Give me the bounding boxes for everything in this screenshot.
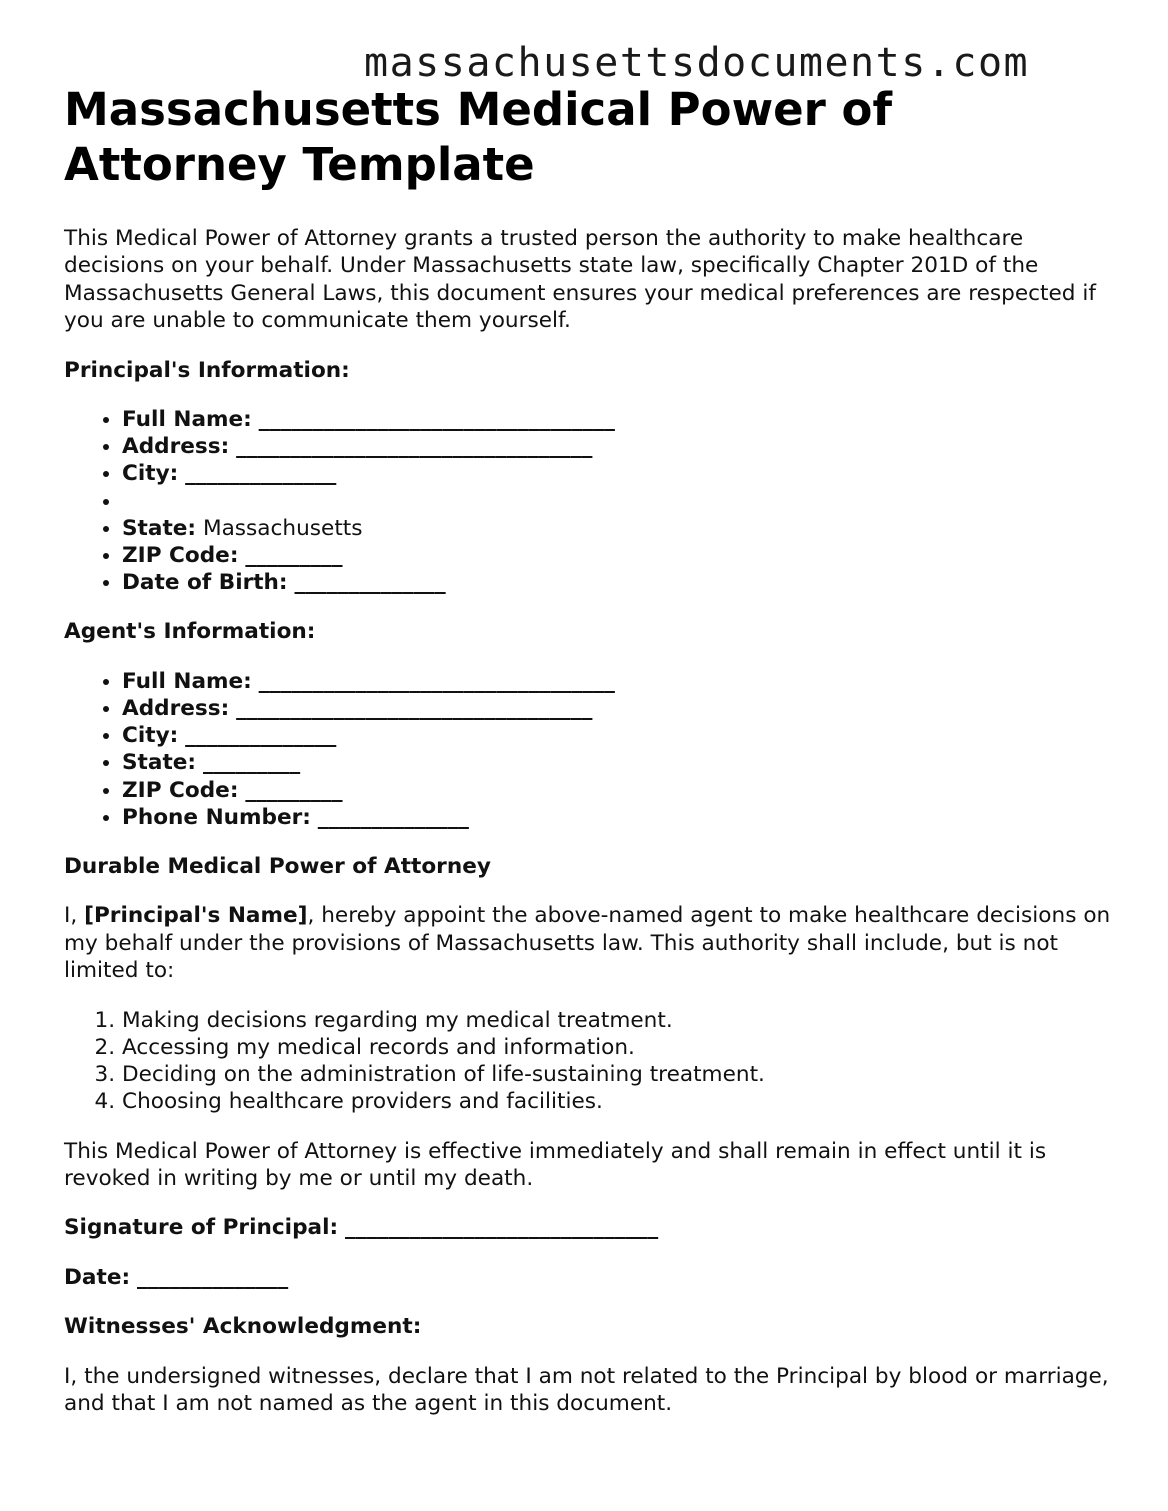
field-blank[interactable]: ______________ [185, 723, 337, 749]
field-label: Date of Birth: [122, 570, 288, 596]
principal-zip [122, 542, 1114, 569]
power-item: 4. Choosing healthcare providers and facilities. [122, 1088, 1114, 1115]
principal-dob [122, 569, 1114, 596]
field-value: Massachusetts [202, 515, 363, 541]
appointment-paragraph [64, 902, 1114, 984]
powers-list [64, 1007, 1114, 1116]
power-item: 3. Deciding on the administration of life-sustaining treatment. [122, 1061, 1114, 1088]
page-title: Massachusetts Medical Power of Attorney Template [64, 83, 893, 191]
power-item: 2. Accessing my medical records and information. [122, 1034, 1114, 1061]
signature-line [64, 1214, 1114, 1241]
date-label: Date: [64, 1264, 131, 1290]
signature-label: Signature of Principal: [64, 1215, 339, 1241]
appointment-prefix: I, [64, 903, 85, 929]
principal-name-placeholder: [Principal's Name] [84, 903, 308, 929]
field-blank[interactable]: _________________________________ [236, 434, 593, 460]
field-blank[interactable]: ______________ [317, 804, 469, 830]
field-label: City: [122, 723, 179, 749]
field-blank[interactable]: _________ [202, 750, 301, 776]
durable-poa-heading: Durable Medical Power of Attorney [64, 854, 491, 880]
principal-state [122, 515, 1114, 542]
site-watermark: massachusettsdocuments.com [364, 40, 1030, 86]
field-blank[interactable]: _________________________________ [236, 696, 593, 722]
document-body [64, 82, 1114, 1417]
principal-empty-item [122, 488, 1114, 515]
appointment-text: , hereby appoint the above-named agent to make healthcare decisions on my behalf under the provisions of Massachusetts law. This authority shall include, but is not limited to: [64, 903, 1111, 984]
agent-address [122, 695, 1114, 722]
field-blank[interactable]: ______________ [185, 461, 337, 487]
power-item: 1. Making decisions regarding my medical treatment. [122, 1007, 1114, 1034]
field-blank[interactable]: ______________ [294, 570, 446, 596]
witnesses-paragraph: I, the undersigned witnesses, declare that I am not related to the Principal by blood or marriage, and that I am not named as the agent in this document. [64, 1363, 1109, 1416]
principal-city [122, 460, 1114, 487]
principal-info-heading: Principal's Information: [64, 357, 350, 383]
field-label: ZIP Code: [122, 543, 239, 569]
field-label: Address: [122, 696, 230, 722]
agent-zip [122, 777, 1114, 804]
effective-paragraph: This Medical Power of Attorney is effective immediately and shall remain in effect until it is revoked in writing by me or until my death. [64, 1138, 1047, 1191]
field-label: Address: [122, 434, 230, 460]
field-blank[interactable]: _________ [245, 777, 343, 803]
field-label: State: [122, 515, 197, 541]
field-label: Phone Number: [122, 804, 311, 830]
witnesses-heading: Witnesses' Acknowledgment: [64, 1314, 422, 1340]
field-label: Full Name: [122, 407, 252, 433]
signature-blank[interactable]: _____________________________ [345, 1215, 659, 1241]
field-label: City: [122, 461, 179, 487]
principal-address [122, 433, 1114, 460]
date-blank[interactable]: ______________ [136, 1264, 289, 1290]
field-blank[interactable]: _________ [245, 543, 343, 569]
agent-info-list [64, 668, 1114, 831]
date-line [64, 1264, 1114, 1291]
principal-info-list [64, 406, 1114, 596]
principal-full-name [122, 406, 1114, 433]
field-label: State: [122, 750, 197, 776]
field-blank[interactable]: _________________________________ [258, 668, 615, 694]
agent-info-heading: Agent's Information: [64, 619, 316, 645]
field-label: Full Name: [122, 668, 252, 694]
field-label: ZIP Code: [122, 777, 239, 803]
agent-full-name [122, 668, 1114, 695]
agent-state [122, 749, 1114, 776]
intro-paragraph: This Medical Power of Attorney grants a trusted person the authority to make healthcare decisions on your behalf. Under Massachusetts state law, specifically Chapter 201D of the Massachusetts General Laws, this document ensures your medical preferences are respected if you are unable to communicate them yourself. [64, 226, 1096, 334]
agent-city [122, 722, 1114, 749]
agent-phone [122, 804, 1114, 831]
field-blank[interactable]: _________________________________ [258, 407, 615, 433]
